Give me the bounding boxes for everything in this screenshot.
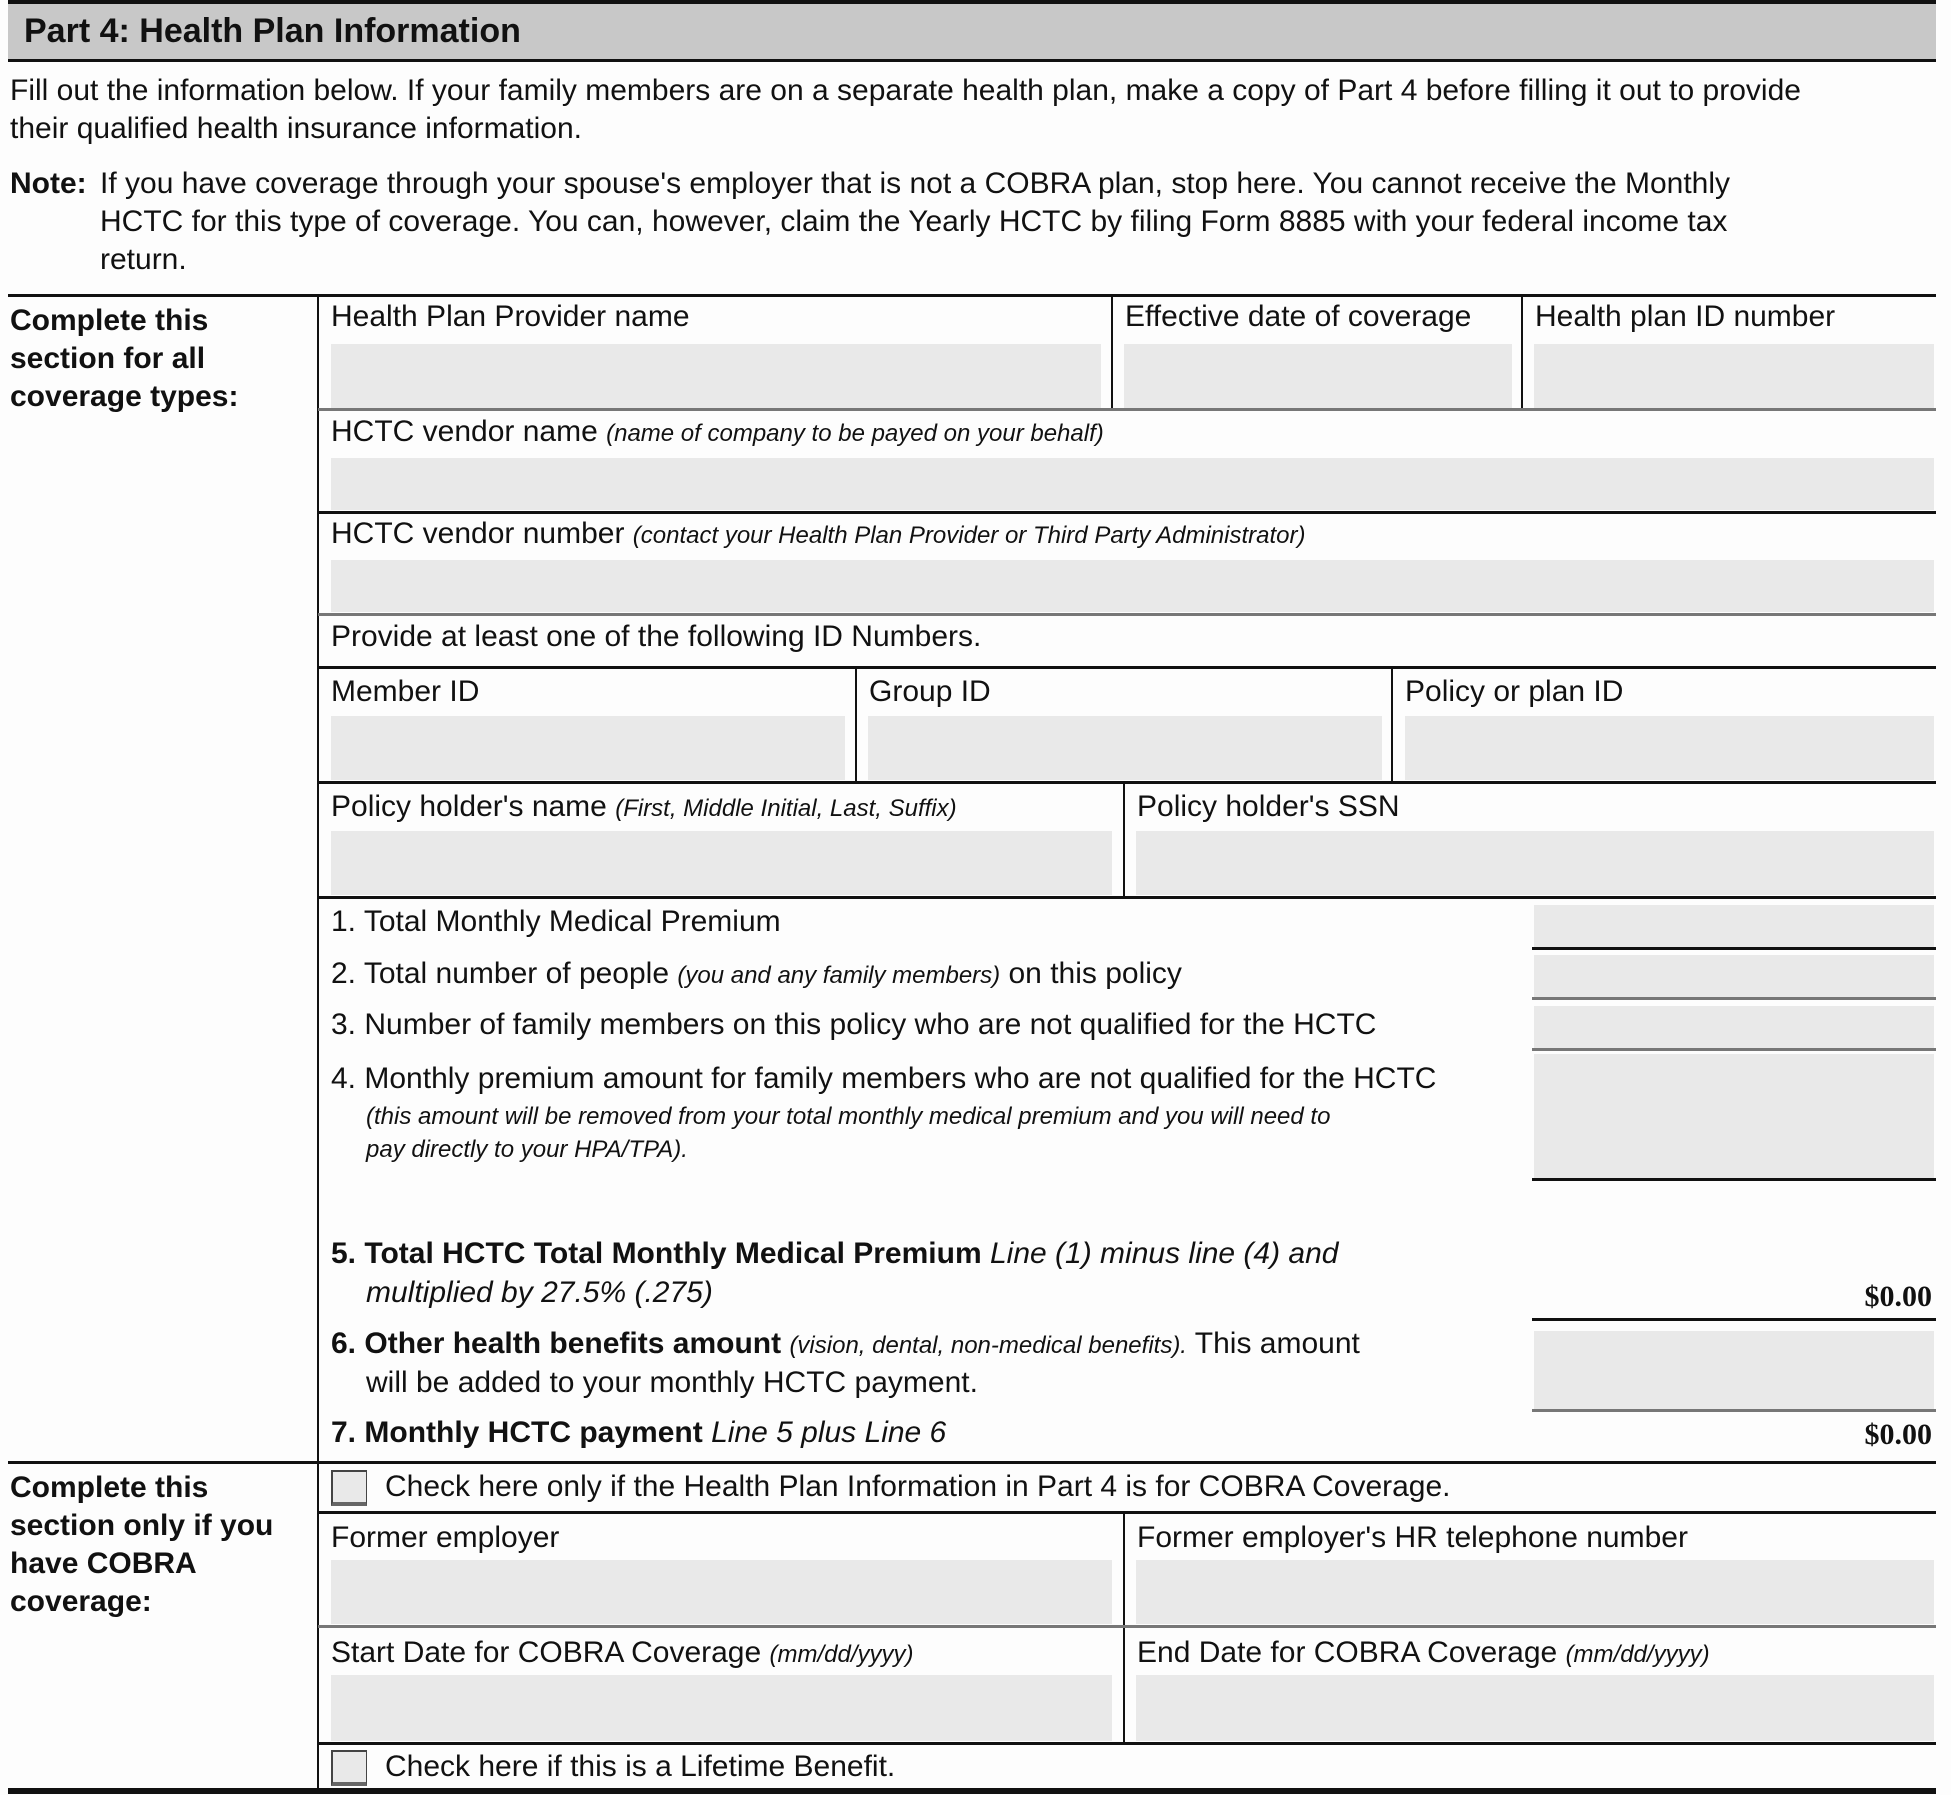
rule (318, 666, 1936, 669)
holder-ssn-label: Policy holder's SSN (1137, 790, 1400, 823)
former-employer-input[interactable] (331, 1560, 1112, 1624)
effective-date-input[interactable] (1124, 344, 1512, 408)
rule (318, 1511, 1936, 1514)
former-employer-label: Former employer (331, 1521, 560, 1554)
rule (318, 1742, 1936, 1745)
section-all-label: Complete this section for all coverage types: (10, 304, 239, 413)
note-line3: return. (100, 243, 187, 276)
rule (318, 408, 1936, 411)
vendor-name-input[interactable] (331, 458, 1934, 510)
group-id-input[interactable] (868, 716, 1382, 780)
divider (1391, 667, 1393, 782)
divider (1123, 1513, 1125, 1743)
rule (318, 613, 1936, 616)
rule (1532, 1048, 1936, 1051)
line-4-hint: (this amount will be removed from your total monthly medical premium and you will need to (366, 1103, 1331, 1130)
policy-id-label: Policy or plan ID (1405, 675, 1624, 708)
line-2-input[interactable] (1534, 955, 1934, 997)
line-6: 6. Other health benefits amount (vision, dental, non-medical benefits). This amount (331, 1327, 1360, 1360)
rule (1532, 1318, 1936, 1321)
section-divider (8, 1461, 1936, 1464)
line-4: 4. Monthly premium amount for family members who are not qualified for the HCTC (331, 1062, 1437, 1095)
holder-name-input[interactable] (331, 831, 1112, 895)
divider (1111, 295, 1113, 411)
rule (1532, 947, 1936, 950)
section-header (8, 0, 1936, 62)
cobra-checkbox-label: Check here only if the Health Plan Information in Part 4 is for COBRA Coverage. (385, 1470, 1451, 1503)
holder-name-label: Policy holder's name (First, Middle Initial, Last, Suffix) (331, 790, 957, 823)
start-date-label: Start Date for COBRA Coverage (mm/dd/yyyy) (331, 1636, 914, 1669)
line-6-input[interactable] (1534, 1331, 1934, 1409)
rule (318, 511, 1936, 514)
provider-name-input[interactable] (331, 344, 1101, 408)
table-top-rule (8, 294, 1936, 297)
vendor-name-label: HCTC vendor name (name of company to be payed on your behalf) (331, 415, 1104, 448)
line-5-cont: multiplied by 27.5% (.275) (366, 1276, 713, 1309)
hr-phone-input[interactable] (1136, 1560, 1934, 1624)
note-line1: If you have coverage through your spouse's employer that is not a COBRA plan, stop here. You cannot receive the Monthly (100, 167, 1731, 200)
rule (1532, 1178, 1936, 1181)
lifetime-benefit-label: Check here if this is a Lifetime Benefit. (385, 1750, 896, 1783)
start-date-input[interactable] (331, 1675, 1112, 1741)
group-id-label: Group ID (869, 675, 991, 708)
line-4-hint: pay directly to your HPA/TPA). (366, 1136, 688, 1163)
line-7: 7. Monthly HCTC payment Line 5 plus Line 6 (331, 1416, 947, 1449)
page-title: Part 4: Health Plan Information (24, 12, 521, 50)
cobra-checkbox[interactable] (331, 1470, 367, 1506)
rule (1532, 997, 1936, 1000)
vendor-number-label: HCTC vendor number (contact your Health Plan Provider or Third Party Administrator) (331, 517, 1306, 550)
hr-phone-label: Former employer's HR telephone number (1137, 1521, 1688, 1554)
label-column-divider (317, 295, 319, 1793)
note-label: Note: (10, 167, 87, 200)
intro-line1: Fill out the information below. If your family members are on a separate health plan, make a copy of Part 4 before filling it out to provide (10, 74, 1801, 107)
line-6-cont: will be added to your monthly HCTC payment. (366, 1366, 978, 1399)
divider (1123, 782, 1125, 897)
end-date-label: End Date for COBRA Coverage (mm/dd/yyyy) (1137, 1636, 1710, 1669)
note-line2: HCTC for this type of coverage. You can, however, claim the Yearly HCTC by filing Form 8885 with your federal income tax (100, 205, 1728, 238)
holder-ssn-input[interactable] (1136, 831, 1934, 895)
line-5-amount: $0.00 (1864, 1280, 1932, 1313)
provider-name-label: Health Plan Provider name (331, 300, 690, 333)
line-4-input[interactable] (1534, 1054, 1934, 1178)
section-cobra-label: Complete this section only if you have COBRA coverage: (10, 1471, 274, 1618)
table-bottom-rule (8, 1788, 1936, 1794)
divider (855, 667, 857, 782)
member-id-label: Member ID (331, 675, 480, 708)
plan-id-input[interactable] (1534, 344, 1934, 408)
line-3-input[interactable] (1534, 1006, 1934, 1048)
rule (1532, 1409, 1936, 1412)
line-7-amount: $0.00 (1864, 1418, 1932, 1451)
end-date-input[interactable] (1136, 1675, 1934, 1741)
line-2: 2. Total number of people (you and any family members) on this policy (331, 957, 1182, 990)
lifetime-benefit-checkbox[interactable] (331, 1750, 367, 1786)
line-1: 1. Total Monthly Medical Premium (331, 905, 781, 938)
divider (1521, 295, 1523, 411)
intro-line2: their qualified health insurance information. (10, 112, 583, 145)
provide-id-note: Provide at least one of the following ID Numbers. (331, 620, 982, 653)
line-5: 5. Total HCTC Total Monthly Medical Premium Line (1) minus line (4) and (331, 1237, 1339, 1270)
line-3: 3. Number of family members on this policy who are not qualified for the HCTC (331, 1008, 1377, 1041)
rule (318, 896, 1936, 899)
line-1-input[interactable] (1534, 905, 1934, 947)
vendor-number-input[interactable] (331, 560, 1934, 612)
effective-date-label: Effective date of coverage (1125, 300, 1472, 333)
plan-id-label: Health plan ID number (1535, 300, 1836, 333)
rule (318, 1625, 1936, 1628)
member-id-input[interactable] (331, 716, 845, 780)
policy-id-input[interactable] (1405, 716, 1934, 780)
rule (318, 781, 1936, 784)
